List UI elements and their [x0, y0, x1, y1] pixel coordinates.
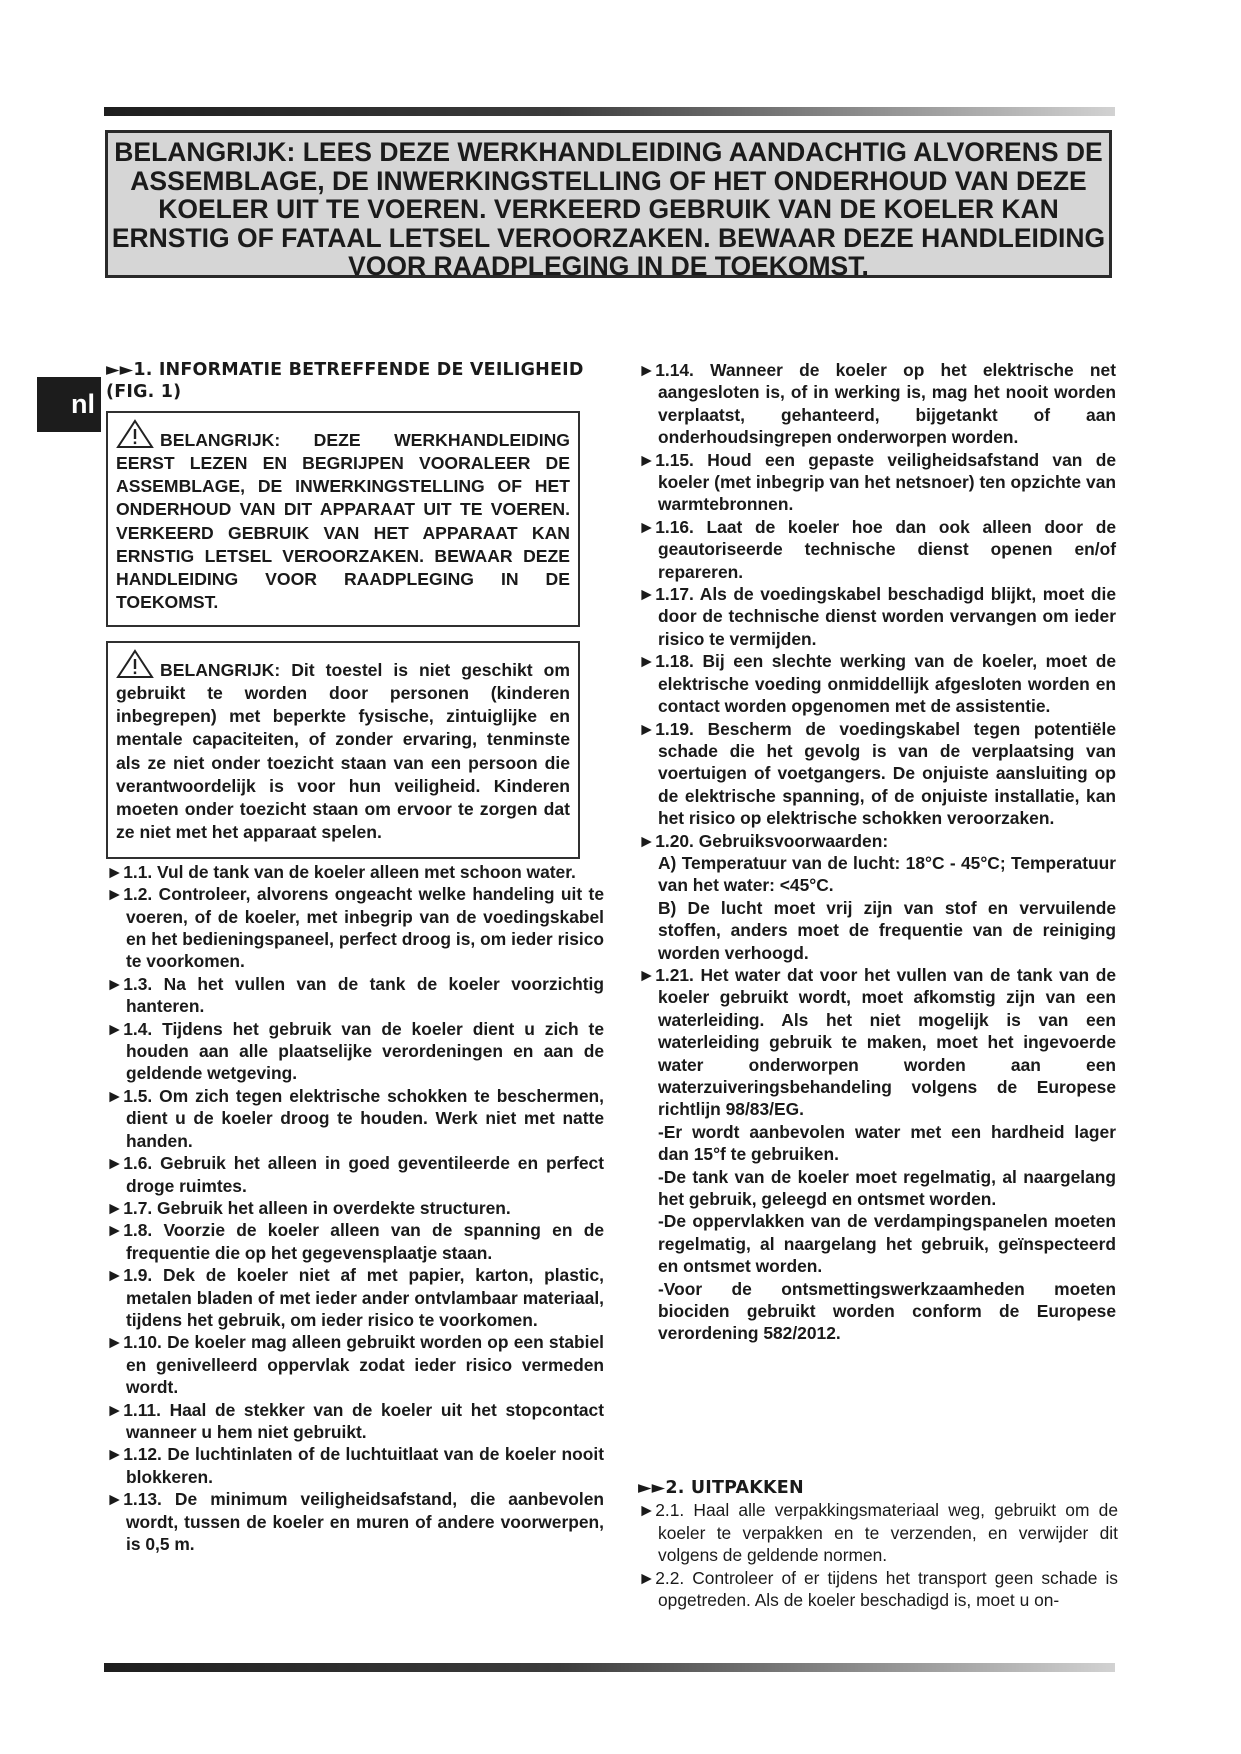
important-banner: BELANGRIJK: LEES DEZE WERKHANDLEIDING AANDACHTIG ALVORENS DE ASSEMBLAGE, DE INWERKINGSTELLING OF HET ONDERHOUD VAN DEZE KOELER UIT TE VOEREN. VERKEERD GEBRUIK VAN DE KOELER KAN ERNSTIG OF FATAAL LETSEL VEROORZAKEN. BEWAAR DEZE HANDLEIDING VOOR RAADPLEGING IN DE TOEKOMST.	[105, 130, 1112, 278]
warning-triangle-icon	[116, 649, 154, 679]
list-item: ►1.11. Haal de stekker van de koeler uit het stopcontact wanneer u hem niet gebruikt.	[106, 1399, 604, 1442]
section-1-marker: ►►	[106, 360, 134, 380]
list-item: ►1.13. De minimum veiligheidsafstand, die aanbevolen wordt, tussen de koeler en muren of andere voorwerpen, is 0,5 m.	[106, 1489, 604, 1554]
water-note: -De oppervlakken van de verdampingspanelen moeten regelmatig, al naargelang het gebruik, geïnspecteerd en ontsmet worden.	[658, 1211, 1116, 1277]
list-item: ►1.9. Dek de koeler niet af met papier, karton, plastic, metalen bladen of met ieder ander ontvlambaar materiaal, tijdens het gebruik, om ieder risico te voorkomen.	[106, 1265, 604, 1330]
list-item: ►1.1. Vul de tank van de koeler alleen met schoon water.	[106, 861, 576, 882]
water-note: -Voor de ontsmettingswerkzaamheden moeten biociden gebruikt worden conform de Europese verordening 582/2012.	[658, 1278, 1116, 1344]
section-2-heading	[638, 1477, 1118, 1499]
safety-list-left	[106, 861, 604, 1556]
condition-b: B) De lucht moet vrij zijn van stof en vervuilende stoffen, anders moet de frequentie van de reiniging worden verhoogd.	[658, 897, 1116, 963]
list-item: ►1.6. Gebruik het alleen in goed geventileerde en perfect droge ruimtes.	[106, 1153, 604, 1196]
warning-triangle-icon	[116, 419, 154, 449]
list-item: ►1.8. Voorzie de koeler alleen van de spanning en de frequentie die op het gegevensplaatje staan.	[106, 1220, 604, 1263]
list-item: ►1.14. Wanneer de koeler op het elektrische net aangesloten is, of in werking is, mag het nooit worden verplaatst, gehanteerd, bijgetankt of aan onderhoudsingrepen onderworpen worden.	[638, 360, 1116, 448]
warning-box-persons	[106, 641, 580, 859]
warning-2-text: BELANGRIJK: Dit toestel is niet geschikt om gebruikt te worden door personen (kinderen inbegrepen) met beperkte fysische, zintuiglijke en mentale capaciteiten, of zonder ervaring, tenminste als ze niet onder toezicht staan van een persoon die verantwoordelijk is voor hun veiligheid. Kinderen moeten onder toezicht staan om ervoor te zorgen dat ze niet met het apparaat spelen.	[116, 659, 570, 843]
list-item: ►2.2. Controleer of er tijdens het transport geen schade is opgetreden. Als de koeler beschadigd is, moet u on-	[638, 1567, 1118, 1611]
section-1-fig: (FIG. 1)	[106, 382, 182, 403]
list-item: ►1.2. Controleer, alvorens ongeacht welke handeling uit te voeren, of de koeler, met inbegrip van de voedingskabel en het bedieningspaneel, perfect droog is, om ieder risico te voorkomen.	[106, 884, 604, 972]
list-item: ►1.15. Houd een gepaste veiligheidsafstand van de koeler (met inbegrip van het netsnoer) ten opzichte van warmtebronnen.	[638, 449, 1116, 515]
list-item: ►1.7. Gebruik het alleen in overdekte structuren.	[106, 1197, 511, 1218]
water-note: -Er wordt aanbevolen water met een hardheid lager dan 15°f te gebruiken.	[658, 1121, 1116, 1165]
list-item: ►1.3. Na het vullen van de tank de koeler voorzichtig hanteren.	[106, 973, 604, 1017]
water-note: -De tank van de koeler moet regelmatig, al naargelang het gebruik, geleegd en ontsmet worden.	[658, 1166, 1116, 1210]
condition-a: A) Temperatuur van de lucht: 18°C - 45°C; Temperatuur van het water: <45°C.	[658, 852, 1116, 896]
section-2-marker: ►►	[638, 1478, 666, 1498]
language-tab: nl	[37, 377, 101, 432]
list-item: ►1.12. De luchtinlaten of de luchtuitlaat van de koeler nooit blokkeren.	[106, 1444, 604, 1487]
list-item: ►1.16. Laat de koeler hoe dan ook alleen door de geautoriseerde technische dienst openen en/of repareren.	[638, 516, 1116, 582]
bottom-rule	[104, 1663, 1115, 1672]
list-item-water: ►1.21. Het water dat voor het vullen van de tank van de koeler gebruikt wordt, moet afkomstig zijn van een waterleiding. Als het niet mogelijk is van een waterleiding gebruik te maken, moet het ingevoerde water onderworpen worden aan een waterzuiveringsbehandeling volgens de Europese richtlijn 98/83/EG.	[638, 964, 1116, 1120]
section-2-title: 2. UITPAKKEN	[665, 1478, 804, 1498]
warning-1-text: BELANGRIJK: DEZE WERKHANDLEIDING EERST LEZEN EN BEGRIJPEN VOORALEER DE ASSEMBLAGE, DE INWERKINGSTELLING OF HET ONDERHOUD VAN DIT APPARAAT UIT TE VOEREN. VERKEERD GEBRUIK VAN HET APPARAAT KAN ERNSTIG LETSEL VEROORZAKEN. BEWAAR DEZE HANDLEIDING VOOR RAADPLEGING IN DE TOEKOMST.	[116, 429, 570, 613]
list-item: ►1.5. Om zich tegen elektrische schokken te beschermen, dient u de koeler droog te houden. Werk niet met natte handen.	[106, 1085, 604, 1151]
warning-box-manual	[106, 411, 580, 627]
list-item: ►1.4. Tijdens het gebruik van de koeler dient u zich te houden aan alle plaatselijke verordeningen en aan de geldende wetgeving.	[106, 1018, 604, 1084]
section-2	[638, 1477, 1118, 1611]
list-item: ►1.10. De koeler mag alleen gebruikt worden op een stabiel en genivelleerd oppervlak zodat ieder risico vermeden wordt.	[106, 1332, 604, 1398]
list-item: ►1.18. Bij een slechte werking van de koeler, moet de elektrische voeding onmiddellijk afgesloten worden en contact worden opgenomen met de assistentie.	[638, 651, 1116, 717]
section-1-heading	[106, 359, 604, 404]
list-item: ►1.17. Als de voedingskabel beschadigd blijkt, moet die door de technische dienst worden vervangen om ieder risico te vermijden.	[638, 584, 1116, 649]
list-item: ►1.19. Bescherm de voedingskabel tegen potentiële schade die het gevolg is van de verplaatsing van voertuigen of voetgangers. De onjuiste aansluiting op de elektrische spanning, of de onjuiste installatie, kan het risico op elektrische schokken veroorzaken.	[638, 718, 1116, 829]
left-column	[106, 359, 604, 1555]
section-1-title: 1. INFORMATIE BETREFFENDE DE VEILIGHEID	[133, 360, 584, 380]
safety-list-right	[638, 359, 1116, 1345]
right-column	[638, 359, 1118, 1611]
top-rule	[104, 107, 1115, 116]
list-item-conditions: ►1.20. Gebruiksvoorwaarden:	[638, 830, 889, 851]
list-item: ►2.1. Haal alle verpakkingsmateriaal weg, gebruikt om de koeler te verpakken en te verzenden, en verwijder dit volgens de geldende normen.	[638, 1500, 1118, 1566]
